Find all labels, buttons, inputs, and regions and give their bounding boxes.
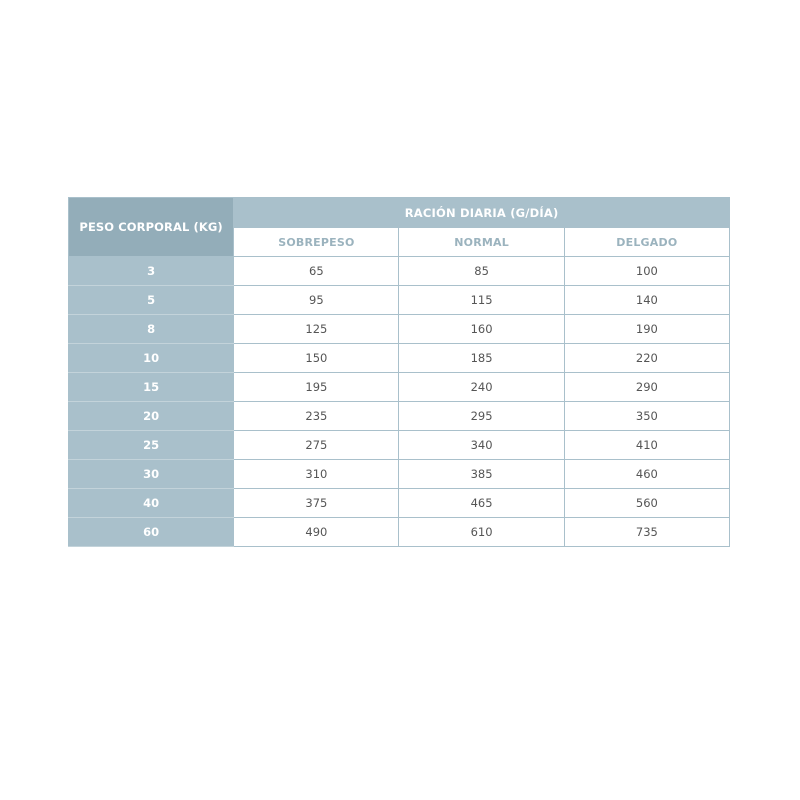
column-header-overweight: SOBREPESO (234, 228, 399, 257)
overweight-cell: 275 (234, 431, 399, 460)
overweight-cell: 235 (234, 402, 399, 431)
table-row (69, 257, 730, 286)
thin-cell: 735 (564, 518, 729, 547)
normal-cell: 115 (399, 286, 564, 315)
overweight-cell: 310 (234, 460, 399, 489)
body-weight-header: PESO CORPORAL (KG) (69, 198, 234, 257)
overweight-cell: 195 (234, 373, 399, 402)
normal-cell: 85 (399, 257, 564, 286)
thin-cell: 460 (564, 460, 729, 489)
table-row (69, 286, 730, 315)
column-header-thin: DELGADO (564, 228, 729, 257)
table-head (69, 198, 730, 257)
thin-cell: 190 (564, 315, 729, 344)
weight-cell: 3 (69, 257, 234, 286)
thin-cell: 560 (564, 489, 729, 518)
table-row (69, 460, 730, 489)
column-header-normal: NORMAL (399, 228, 564, 257)
overweight-cell: 125 (234, 315, 399, 344)
weight-cell: 20 (69, 402, 234, 431)
weight-cell: 25 (69, 431, 234, 460)
header-row-group (69, 198, 730, 228)
overweight-cell: 490 (234, 518, 399, 547)
weight-cell: 10 (69, 344, 234, 373)
weight-cell: 40 (69, 489, 234, 518)
weight-cell: 15 (69, 373, 234, 402)
table-row (69, 344, 730, 373)
weight-cell: 8 (69, 315, 234, 344)
daily-ration-header: RACIÓN DIARIA (G/DÍA) (234, 198, 730, 228)
normal-cell: 385 (399, 460, 564, 489)
table-body (69, 257, 730, 547)
weight-cell: 30 (69, 460, 234, 489)
normal-cell: 295 (399, 402, 564, 431)
overweight-cell: 95 (234, 286, 399, 315)
normal-cell: 240 (399, 373, 564, 402)
thin-cell: 100 (564, 257, 729, 286)
daily-ration-table (68, 197, 730, 547)
normal-cell: 160 (399, 315, 564, 344)
table-row (69, 373, 730, 402)
table-row (69, 431, 730, 460)
normal-cell: 465 (399, 489, 564, 518)
table-row (69, 402, 730, 431)
thin-cell: 220 (564, 344, 729, 373)
overweight-cell: 65 (234, 257, 399, 286)
normal-cell: 340 (399, 431, 564, 460)
table-row (69, 315, 730, 344)
thin-cell: 410 (564, 431, 729, 460)
overweight-cell: 150 (234, 344, 399, 373)
thin-cell: 290 (564, 373, 729, 402)
thin-cell: 140 (564, 286, 729, 315)
thin-cell: 350 (564, 402, 729, 431)
table-row (69, 489, 730, 518)
table-row (69, 518, 730, 547)
normal-cell: 185 (399, 344, 564, 373)
weight-cell: 5 (69, 286, 234, 315)
weight-cell: 60 (69, 518, 234, 547)
normal-cell: 610 (399, 518, 564, 547)
overweight-cell: 375 (234, 489, 399, 518)
